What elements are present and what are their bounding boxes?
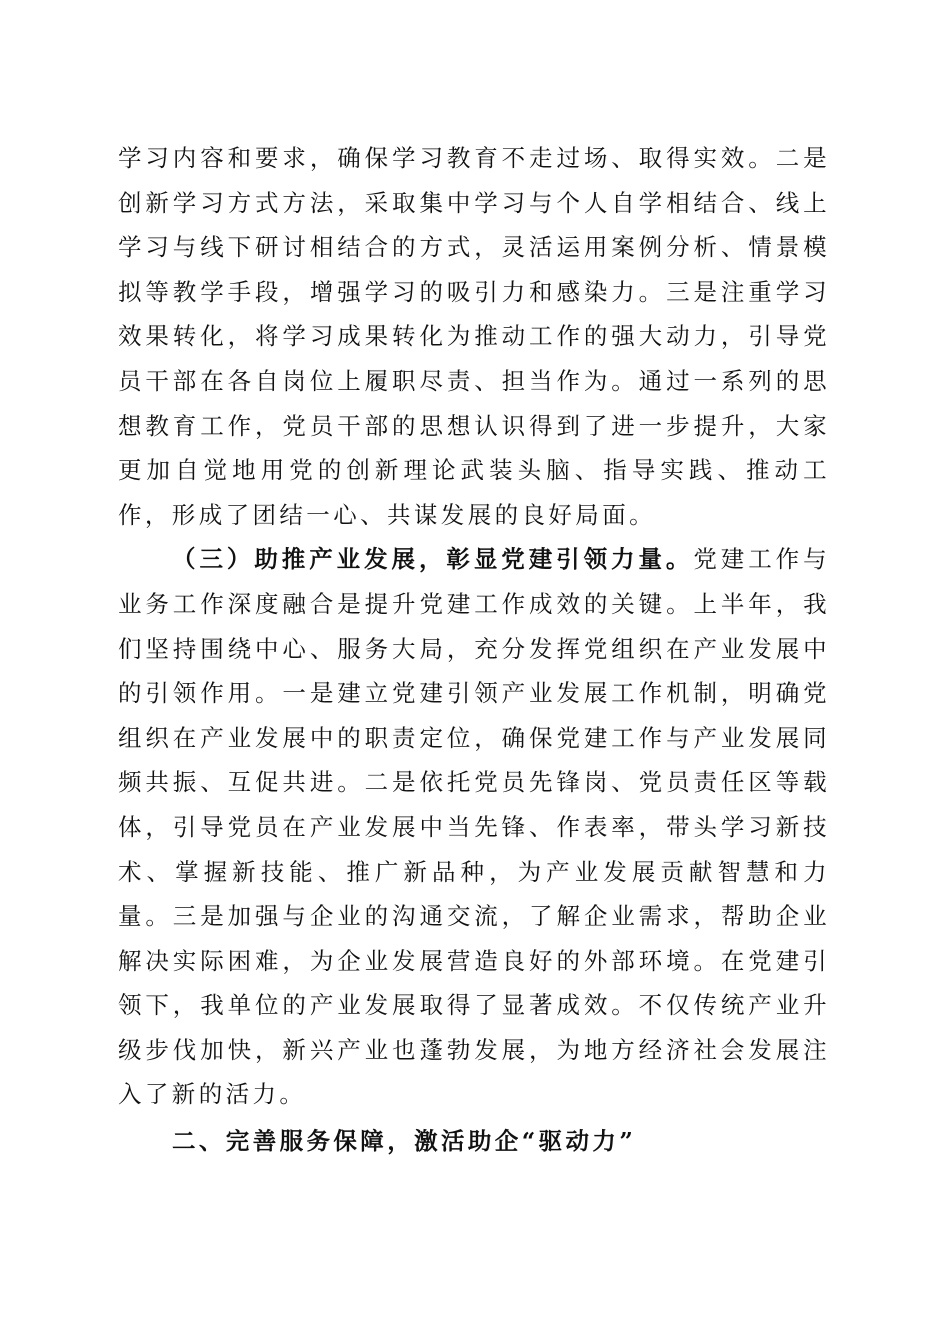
paragraph-study-content: 学习内容和要求，确保学习教育不走过场、取得实效。二是创新学习方式方法，采取集中学习与个人自学相结合、线上学习与线下研讨相结合的方式，灵活运用案例分析、情景模拟等教学手段，增强学习的吸引力和感染力。三是注重学习效果转化，将学习成果转化为推动工作的强大动力，引导党员干部在各自岗位上履职尽责、担当作为。通过一系列的思想教育工作，党员干部的思想认识得到了进一步提升，大家更加自觉地用党的创新理论武装头脑、指导实践、推动工作，形成了团结一心、共谋发展的良好局面。	[118, 144, 830, 529]
paragraph-industry-development	[118, 537, 830, 1117]
document-page	[118, 136, 830, 1164]
section-heading-2: 二、完善服务保障，激活助企“驱动力”	[172, 1127, 637, 1156]
paragraph-body: 党建工作与业务工作深度融合是提升党建工作成效的关键。上半年，我们坚持围绕中心、服务大局，充分发挥党组织在产业发展中的引领作用。一是建立党建引领产业发展工作机制，明确党组织在产业发展中的职责定位，确保党建工作与产业发展同频共振、互促共进。二是依托党员先锋岗、党员责任区等载体，引导党员在产业发展中当先锋、作表率，带头学习新技术、掌握新技能、推广新品种，为产业发展贡献智慧和力量。三是加强与企业的沟通交流，了解企业需求，帮助企业解决实际困难，为企业发展营造良好的外部环境。在党建引领下，我单位的产业发展取得了显著成效。不仅传统产业升级步伐加快，新兴产业也蓬勃发展，为地方经济社会发展注入了新的活力。	[118, 545, 830, 1109]
section-subheading-3: （三）助推产业发展，彰显党建引领力量。	[172, 545, 694, 574]
